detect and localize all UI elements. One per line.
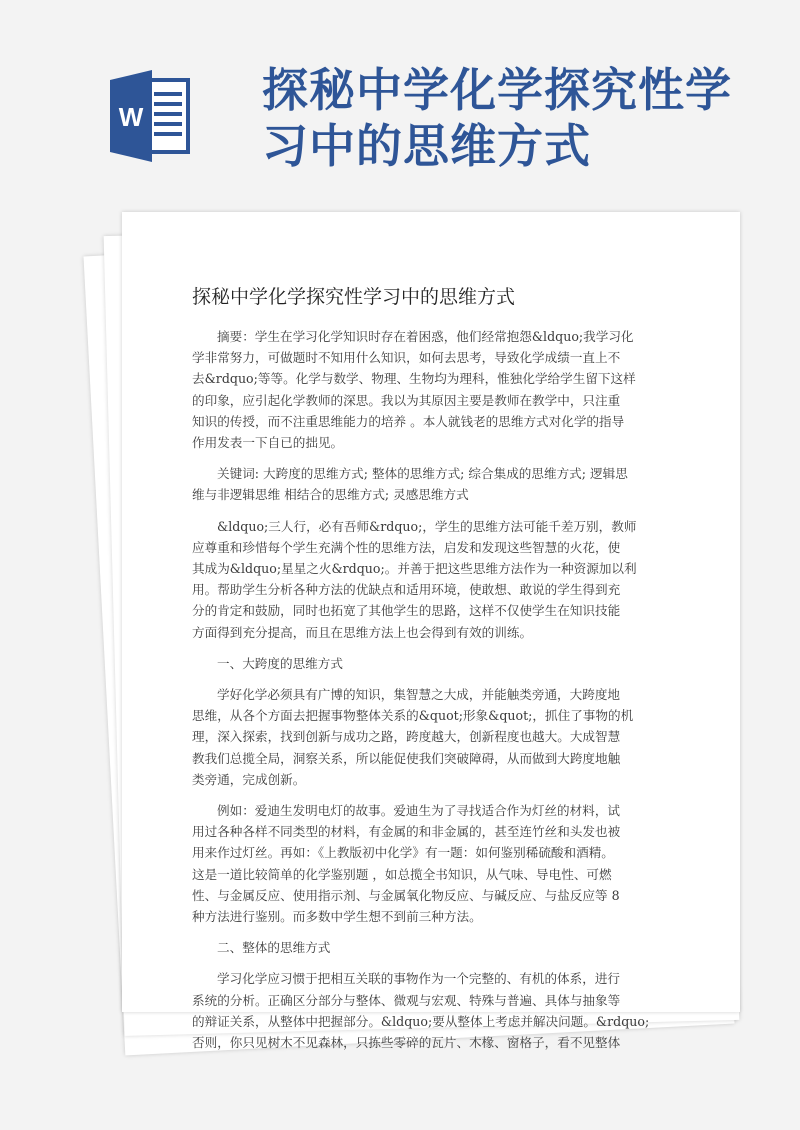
header-title-line2: 习中的思维方式 <box>262 119 591 173</box>
paragraph <box>192 326 662 453</box>
text-line: &ldquo;三人行，必有吾师&rdquo;，学生的思维方法可能千差万别，教师 <box>217 518 637 534</box>
text-line: 否则，你只见树木不见森林，只拣些零碎的瓦片、木椽、窗格子，看不见整体 <box>192 1035 621 1051</box>
text-line: 去&rdquo;等等。化学与数学、物理、生物均为理科，惟独化学给学生留下这样 <box>192 371 636 387</box>
text-line: 用。帮助学生分析各种方法的优缺点和适用环境，使敢想、敢说的学生得到充 <box>192 582 621 598</box>
paragraph <box>192 800 662 927</box>
document-body <box>192 326 662 1063</box>
paragraph <box>192 968 662 1053</box>
text-line: 其成为&ldquo;星星之火&rdquo;。并善于把这些思维方法作为一种资源加以利 <box>192 561 637 577</box>
section-heading <box>192 937 662 958</box>
text-line: 方面得到充分提高，而且在思维方法上也会得到有效的训练。 <box>192 624 533 640</box>
text-line: 理，深入探索，找到创新与成功之路，跨度越大，创新程度也越大。大成智慧 <box>192 729 621 745</box>
svg-text:W: W <box>118 102 144 132</box>
paragraph <box>192 463 662 505</box>
text-line: 的辩证关系，从整体中把握部分。&ldquo;要从整体上考虑并解决问题。&rdquo; <box>192 1013 650 1029</box>
text-line: 作用发表一下自已的拙见。 <box>192 435 344 451</box>
text-line: 一、大跨度的思维方式 <box>217 655 343 671</box>
paragraph <box>192 684 662 790</box>
word-document-icon <box>110 70 192 162</box>
document-title: 探秘中学化学探究性学习中的思维方式 <box>192 286 516 308</box>
text-line: 学习化学应习惯于把相互关联的事物作为一个完整的、有机的体系，进行 <box>217 971 620 987</box>
text-line: 分的肯定和鼓励，同时也拓宽了其他学生的思路，这样不仅使学生在知识技能 <box>192 603 621 619</box>
text-line: 性、与金属反应、使用指示剂、与金属氧化物反应、与碱反应、与盐反应等 8 <box>192 887 620 903</box>
text-line: 关键词: 大跨度的思维方式; 整体的思维方式; 综合集成的思维方式; 逻辑思 <box>217 466 628 482</box>
text-line: 例如：爱迪生发明电灯的故事。爱迪生为了寻找适合作为灯丝的材料，试 <box>217 803 620 819</box>
text-line: 类旁通，完成创新。 <box>192 771 306 787</box>
text-line: 这是一道比较简单的化学鉴别题 ，如总揽全书知识，从气味、导电性、可燃 <box>192 866 612 882</box>
text-line: 学非常努力，可做题时不知用什么知识，如何去思考，导致化学成绩一直上不 <box>192 350 621 366</box>
text-line: 知识的传授，而不注重思维能力的培养 。本人就钱老的思维方式对化学的指导 <box>192 413 625 429</box>
paragraph <box>192 516 662 643</box>
text-line: 维与非逻辑思维 相结合的思维方式; 灵感思维方式 <box>192 487 469 503</box>
text-line: 教我们总揽全局，洞察关系，所以能促使我们突破障碍，从而做到大跨度地触 <box>192 750 621 766</box>
text-line: 用来作过灯丝。再如：《上教版初中化学》有一题：如何鉴别稀硫酸和酒精。 <box>192 845 614 861</box>
header-title <box>262 62 742 174</box>
text-line: 摘要：学生在学习化学知识时存在着困惑，他们经常抱怨&ldquo;我学习化 <box>217 329 634 344</box>
text-line: 二、整体的思维方式 <box>217 940 331 956</box>
text-line: 思维，从各个方面去把握事物整体关系的&quot;形象&quot;，抓住了事物的机 <box>192 708 634 724</box>
text-line: 系统的分析。正确区分部分与整体、微观与宏观、特殊与普遍、具体与抽象等 <box>192 992 621 1008</box>
header-title-line1: 探秘中学化学探究性学 <box>262 63 732 117</box>
section-heading <box>192 653 662 674</box>
text-line: 的印象，应引起化学教师的深思。我以为其原因主要是教师在教学中，只注重 <box>192 392 621 408</box>
text-line: 学好化学必须具有广博的知识，集智慧之大成，并能触类旁通，大跨度地 <box>217 687 620 703</box>
text-line: 用过各种各样不同类型的材料，有金属的和非金属的，甚至连竹丝和头发也被 <box>192 824 621 840</box>
text-line: 种方法进行鉴别。而多数中学生想不到前三种方法。 <box>192 909 482 925</box>
text-line: 应尊重和珍惜每个学生充满个性的思维方法，启发和发现这些智慧的火花，使 <box>192 539 621 555</box>
